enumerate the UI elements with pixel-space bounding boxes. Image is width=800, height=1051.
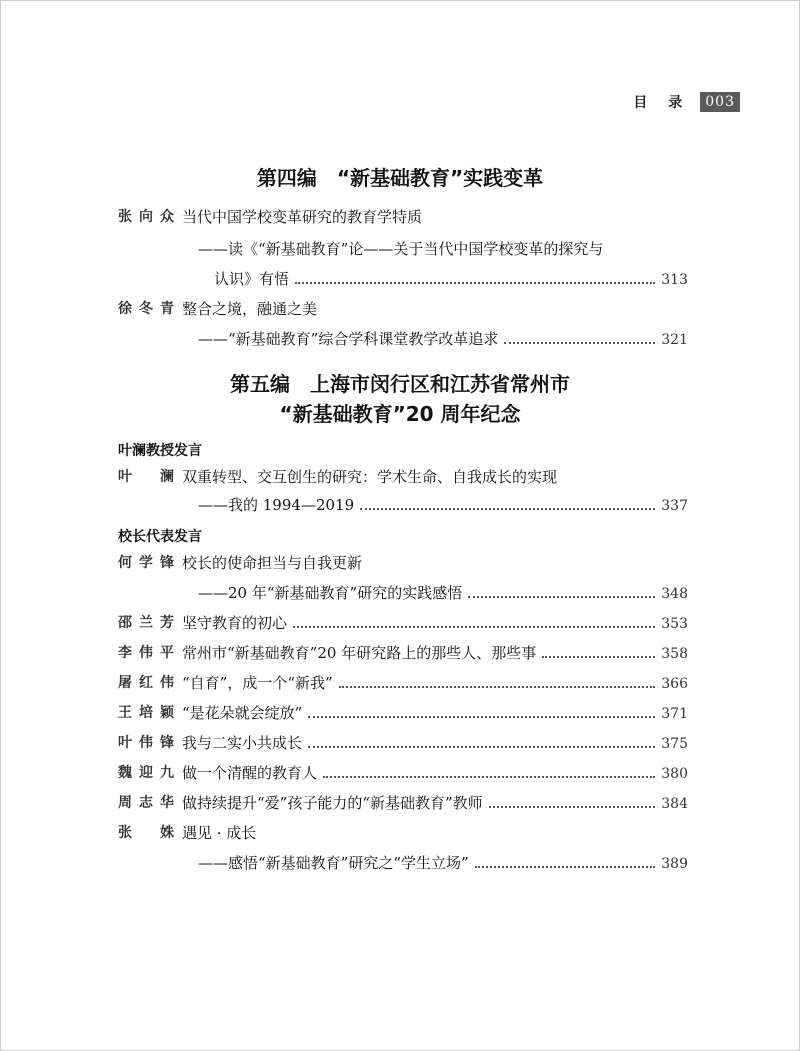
dot-leader bbox=[293, 625, 655, 628]
toc-entry[interactable] bbox=[0, 762, 800, 792]
toc-entry-continuation[interactable] bbox=[0, 852, 800, 882]
page-number: 389 bbox=[661, 856, 688, 872]
dot-leader bbox=[339, 685, 656, 688]
section-heading: 第四编 “新基础教育”实践变革 bbox=[256, 166, 544, 190]
toc-entry[interactable] bbox=[0, 732, 800, 762]
author-name: 屠 红 伟 bbox=[118, 675, 174, 691]
entry-title: 当代中国学校变革研究的教育学特质 bbox=[182, 208, 423, 226]
dot-leader bbox=[308, 745, 655, 748]
page-number: 358 bbox=[661, 646, 688, 662]
dot-leader bbox=[323, 775, 655, 778]
page-number: 380 bbox=[661, 766, 688, 782]
subsection-heading: 校长代表发言 bbox=[118, 529, 202, 545]
entry-subtitle: ——读《“新基础教育”论——关于当代中国学校变革的探究与 bbox=[198, 240, 604, 258]
toc-entry-continuation[interactable] bbox=[0, 268, 800, 298]
running-head bbox=[633, 92, 740, 112]
toc-entry[interactable] bbox=[0, 822, 800, 852]
entry-title: 遇见 · 成长 bbox=[182, 824, 257, 842]
page-number-badge: 003 bbox=[700, 92, 740, 112]
entry-subtitle: ——我的 1994—2019 bbox=[198, 496, 355, 514]
entry-title: 校长的使命担当与自我更新 bbox=[182, 554, 363, 572]
author-name: 徐 冬 青 bbox=[118, 301, 174, 317]
toc-entry[interactable] bbox=[0, 612, 800, 642]
dot-leader bbox=[360, 507, 655, 510]
entry-title: 做一个清醒的教育人 bbox=[182, 764, 318, 782]
toc-entry[interactable] bbox=[0, 642, 800, 672]
toc-entry[interactable] bbox=[0, 792, 800, 822]
entry-title: 双重转型、交互创生的研究：学术生命、自我成长的实现 bbox=[182, 468, 558, 486]
entry-subtitle: ——“新基础教育”综合学科课堂教学改革追求 bbox=[198, 330, 499, 348]
entry-title: 常州市“新基础教育”20 年研究路上的那些人、那些事 bbox=[182, 644, 537, 662]
entry-subtitle: ——20 年“新基础教育”研究的实践感悟 bbox=[198, 584, 463, 602]
author-name: 张 向 众 bbox=[118, 209, 174, 225]
dot-leader bbox=[308, 715, 655, 718]
toc-entry[interactable] bbox=[0, 206, 800, 236]
subsection-heading: 叶澜教授发言 bbox=[118, 443, 202, 459]
toc-entry-continuation[interactable] bbox=[0, 328, 800, 358]
page-number: 337 bbox=[661, 498, 688, 514]
author-name: 李 伟 平 bbox=[118, 645, 174, 661]
dot-leader bbox=[542, 655, 655, 658]
author-name: 何 学 锋 bbox=[118, 555, 174, 571]
entry-subtitle: 认识》有悟 bbox=[214, 270, 290, 288]
page-number: 384 bbox=[661, 796, 688, 812]
author-name: 王 培 颖 bbox=[118, 705, 174, 721]
page-number: 353 bbox=[661, 616, 688, 632]
toc-entry-continuation bbox=[0, 238, 800, 268]
section-heading-line1: 第五编 上海市闵行区和江苏省常州市 bbox=[230, 372, 570, 396]
entry-title: “自育”，成一个“新我” bbox=[182, 674, 333, 692]
author-name: 魏 迎 九 bbox=[118, 765, 174, 781]
entry-title: “是花朵就会绽放” bbox=[182, 704, 303, 722]
author-name: 叶 伟 锋 bbox=[118, 735, 174, 751]
section-heading-line2: “新基础教育”20 周年纪念 bbox=[279, 402, 521, 426]
entry-subtitle: ——感悟“新基础教育”研究之“学生立场” bbox=[198, 854, 469, 872]
page-number: 375 bbox=[661, 736, 688, 752]
author-name: 张 姝 bbox=[118, 825, 174, 841]
running-head-title: 目 录 bbox=[633, 95, 691, 111]
dot-leader bbox=[295, 281, 655, 284]
dot-leader bbox=[475, 865, 656, 868]
toc-entry[interactable] bbox=[0, 552, 800, 582]
author-name: 叶 澜 bbox=[118, 469, 174, 485]
entry-title: 做持续提升“爱”孩子能力的“新基础教育”教师 bbox=[182, 794, 483, 812]
toc-entry-continuation[interactable] bbox=[0, 494, 800, 524]
author-name: 邵 兰 芳 bbox=[118, 615, 174, 631]
entry-title: 我与二实小共成长 bbox=[182, 734, 303, 752]
page-number: 321 bbox=[661, 332, 688, 348]
entry-title: 坚守教育的初心 bbox=[182, 614, 288, 632]
dot-leader bbox=[489, 805, 656, 808]
toc-entry[interactable] bbox=[0, 672, 800, 702]
page-number: 313 bbox=[661, 272, 688, 288]
page-number: 348 bbox=[661, 586, 688, 602]
toc-entry[interactable] bbox=[0, 298, 800, 328]
page-number: 366 bbox=[661, 676, 688, 692]
toc-entry-continuation[interactable] bbox=[0, 582, 800, 612]
entry-title: 整合之境，融通之美 bbox=[182, 300, 318, 318]
dot-leader bbox=[504, 341, 655, 344]
author-name: 周 志 华 bbox=[118, 795, 174, 811]
toc-entry[interactable] bbox=[0, 702, 800, 732]
page-number: 371 bbox=[661, 706, 688, 722]
toc-entry[interactable] bbox=[0, 466, 800, 496]
dot-leader bbox=[468, 595, 655, 598]
